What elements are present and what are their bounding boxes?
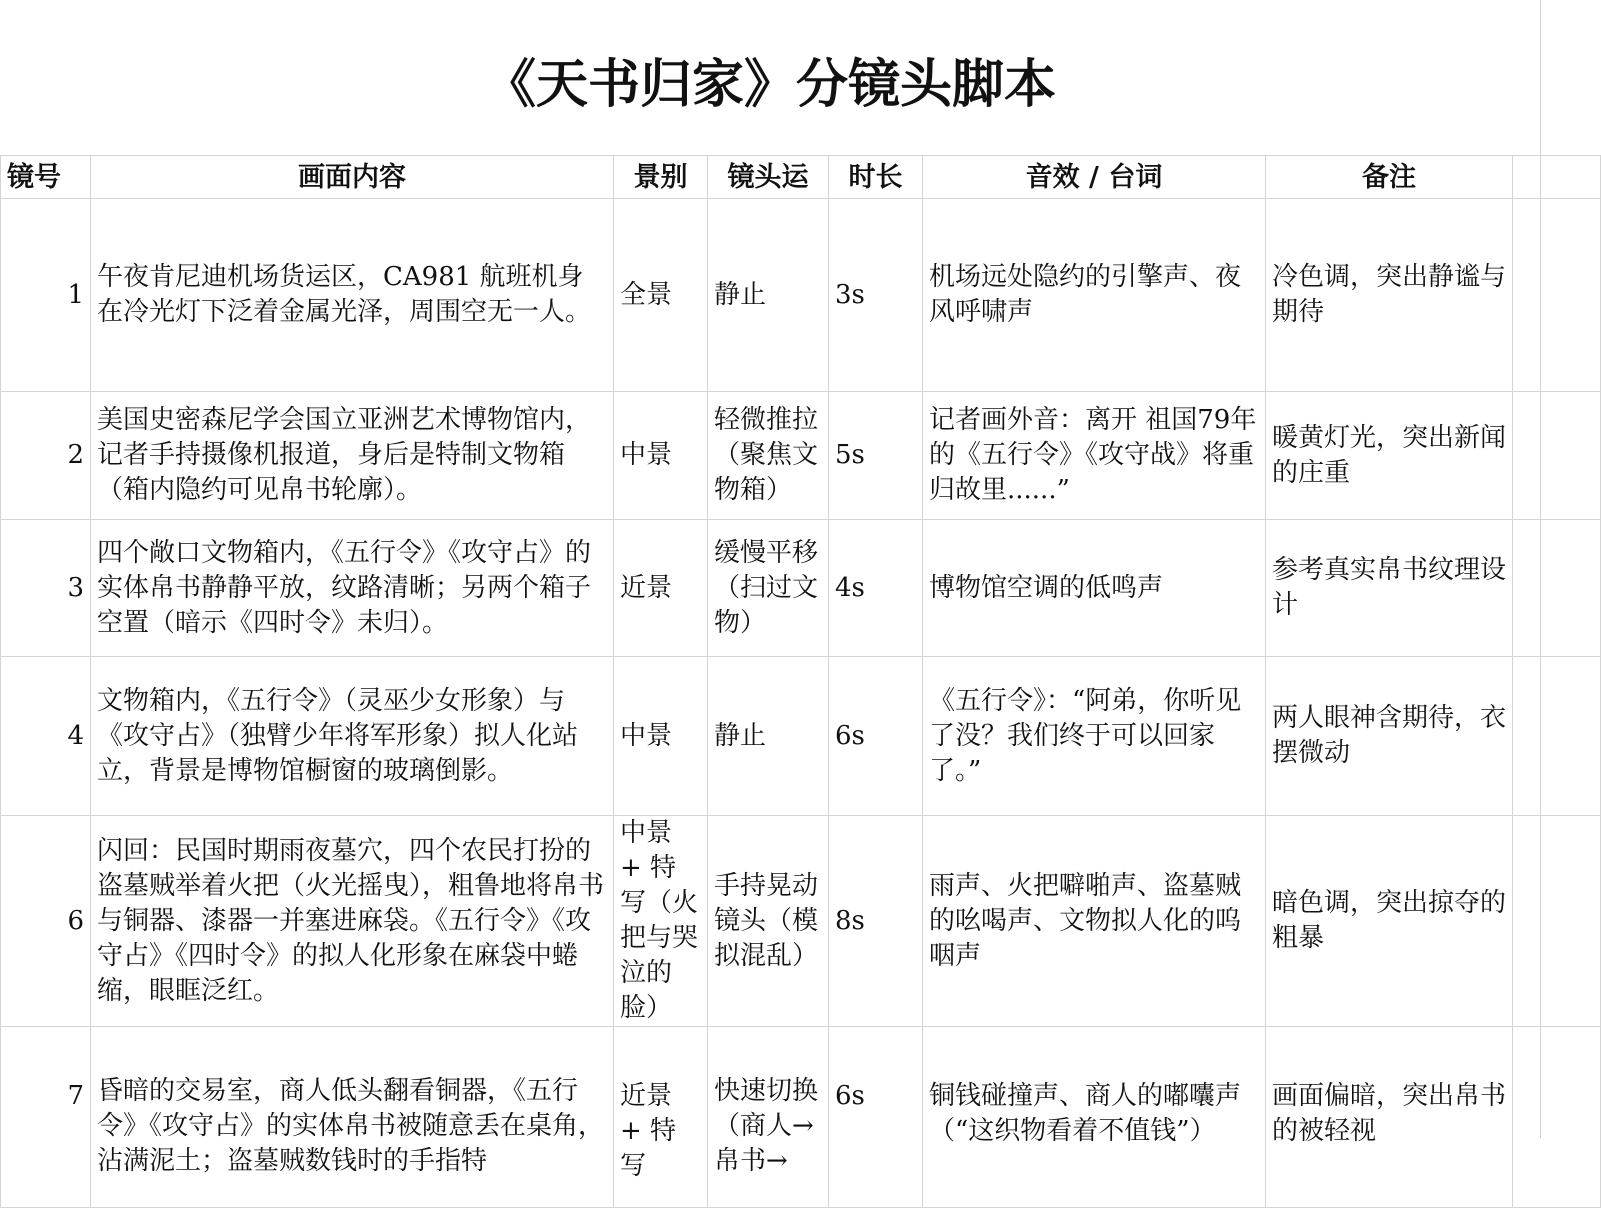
cell-notes[interactable] [1266, 1027, 1513, 1208]
cell-notes[interactable]: 参考真实帛书纹理设计 [1266, 520, 1513, 657]
cell-movement[interactable]: 缓慢平移（扫过文物） [708, 520, 829, 657]
table-row [1, 816, 1601, 1027]
cell-content[interactable]: 闪回：民国时期雨夜墓穴，四个农民打扮的盗墓贼举着火把（火光摇曳），粗鲁地将帛书与铜器、漆器一并塞进麻袋。《五行令》《攻守占》《四时令》的拟人化形象在麻袋中蜷缩，眼眶泛红。 [91, 816, 614, 1027]
header-row [1, 156, 1601, 199]
cell-content[interactable]: 午夜肯尼迪机场货运区，CA981 航班机身在冷光灯下泛着金属光泽，周围空无一人。 [91, 199, 614, 392]
cell-duration[interactable] [829, 1027, 923, 1208]
cell-empty[interactable] [1513, 199, 1601, 392]
cell-framing[interactable]: 中景 + 特写（火把与哭泣的脸） [614, 816, 708, 1027]
cell-audio[interactable]: 雨声、火把噼啪声、盗墓贼的吆喝声、文物拟人化的呜咽声 [923, 816, 1266, 1027]
table-row [1, 199, 1601, 392]
header-empty[interactable] [1513, 156, 1601, 199]
header-shot-no[interactable]: 镜号 [1, 156, 91, 199]
cell-empty[interactable] [1513, 520, 1601, 657]
cell-shot-no[interactable]: 3 [1, 520, 91, 657]
cell-movement[interactable] [708, 1027, 829, 1208]
cell-empty[interactable] [1513, 657, 1601, 816]
cell-text: 7 [67, 1081, 84, 1111]
cell-notes[interactable]: 两人眼神含期待，衣摆微动 [1266, 657, 1513, 816]
cell-text: 铜钱碰撞声、商人的嘟囔声（“这织物看着不值钱”） [929, 1081, 1242, 1146]
table-row [1, 1027, 1601, 1208]
cell-duration[interactable]: 4s [829, 520, 923, 657]
cell-content[interactable] [91, 1027, 614, 1208]
cell-notes[interactable]: 冷色调，突出静谧与期待 [1266, 199, 1513, 392]
header-notes[interactable]: 备注 [1266, 156, 1513, 199]
cell-movement[interactable]: 手持晃动镜头（模拟混乱） [708, 816, 829, 1027]
cell-shot-no[interactable]: 4 [1, 657, 91, 816]
cell-duration[interactable]: 5s [829, 392, 923, 520]
cell-empty[interactable] [1513, 1027, 1601, 1208]
cell-framing[interactable]: 近景 [614, 520, 708, 657]
table-row [1, 657, 1601, 816]
cell-text: 6s [835, 1081, 865, 1111]
cell-movement[interactable]: 静止 [708, 199, 829, 392]
cell-audio[interactable]: 机场远处隐约的引擎声、夜风呼啸声 [923, 199, 1266, 392]
cell-movement[interactable]: 静止 [708, 657, 829, 816]
cell-framing[interactable]: 中景 [614, 657, 708, 816]
header-audio[interactable]: 音效 / 台词 [923, 156, 1266, 199]
header-content[interactable]: 画面内容 [91, 156, 614, 199]
header-movement[interactable]: 镜头运 [708, 156, 829, 199]
header-framing[interactable]: 景别 [614, 156, 708, 199]
cell-audio[interactable]: 《五行令》：“阿弟，你听见了没？我们终于可以回家了。” [923, 657, 1266, 816]
cell-empty[interactable] [1513, 816, 1601, 1027]
cell-text: 快速切换（商人→帛书→ [714, 1075, 819, 1176]
cell-audio[interactable] [923, 1027, 1266, 1208]
cell-movement[interactable]: 轻微推拉（聚焦文物箱） [708, 392, 829, 520]
table-row [1, 392, 1601, 520]
cell-duration[interactable]: 6s [829, 657, 923, 816]
document-title: 《天书归家》分镜头脚本 [483, 54, 1056, 115]
cell-notes[interactable]: 暖黄灯光，突出新闻的庄重 [1266, 392, 1513, 520]
cell-text: 昏暗的交易室，商人低头翻看铜器，《五行令》《攻守占》的实体帛书被随意丢在桌角，沾满泥土；盗墓贼数钱时的手指特 [97, 1075, 605, 1176]
cell-empty[interactable] [1513, 392, 1601, 520]
cell-text: 近景 + 特写 [620, 1081, 677, 1181]
cell-content[interactable]: 文物箱内，《五行令》（灵巫少女形象）与《攻守占》（独臂少年将军形象）拟人化站立，背景是博物馆橱窗的玻璃倒影。 [91, 657, 614, 816]
cell-text: 画面偏暗，突出帛书的被轻视 [1272, 1081, 1507, 1146]
storyboard-table [0, 155, 1601, 1208]
cell-audio[interactable]: 博物馆空调的低鸣声 [923, 520, 1266, 657]
cell-shot-no[interactable]: 1 [1, 199, 91, 392]
cell-framing[interactable]: 全景 [614, 199, 708, 392]
cell-content[interactable]: 美国史密森尼学会国立亚洲艺术博物馆内，记者手持摄像机报道，身后是特制文物箱（箱内隐约可见帛书轮廓）。 [91, 392, 614, 520]
cell-shot-no[interactable]: 2 [1, 392, 91, 520]
cell-content[interactable]: 四个敞口文物箱内，《五行令》《攻守占》的实体帛书静静平放，纹路清晰；另两个箱子空置（暗示《四时令》未归）。 [91, 520, 614, 657]
table-row [1, 520, 1601, 657]
cell-audio[interactable]: 记者画外音：离开 祖国79年的《五行令》《攻守战》将重归故里......” [923, 392, 1266, 520]
cell-notes[interactable]: 暗色调，突出掠夺的粗暴 [1266, 816, 1513, 1027]
cell-framing[interactable] [614, 1027, 708, 1208]
cell-shot-no[interactable] [1, 1027, 91, 1208]
cell-duration[interactable]: 8s [829, 816, 923, 1027]
cell-shot-no[interactable]: 6 [1, 816, 91, 1027]
cell-duration[interactable]: 3s [829, 199, 923, 392]
cell-framing[interactable]: 中景 [614, 392, 708, 520]
header-duration[interactable]: 时长 [829, 156, 923, 199]
